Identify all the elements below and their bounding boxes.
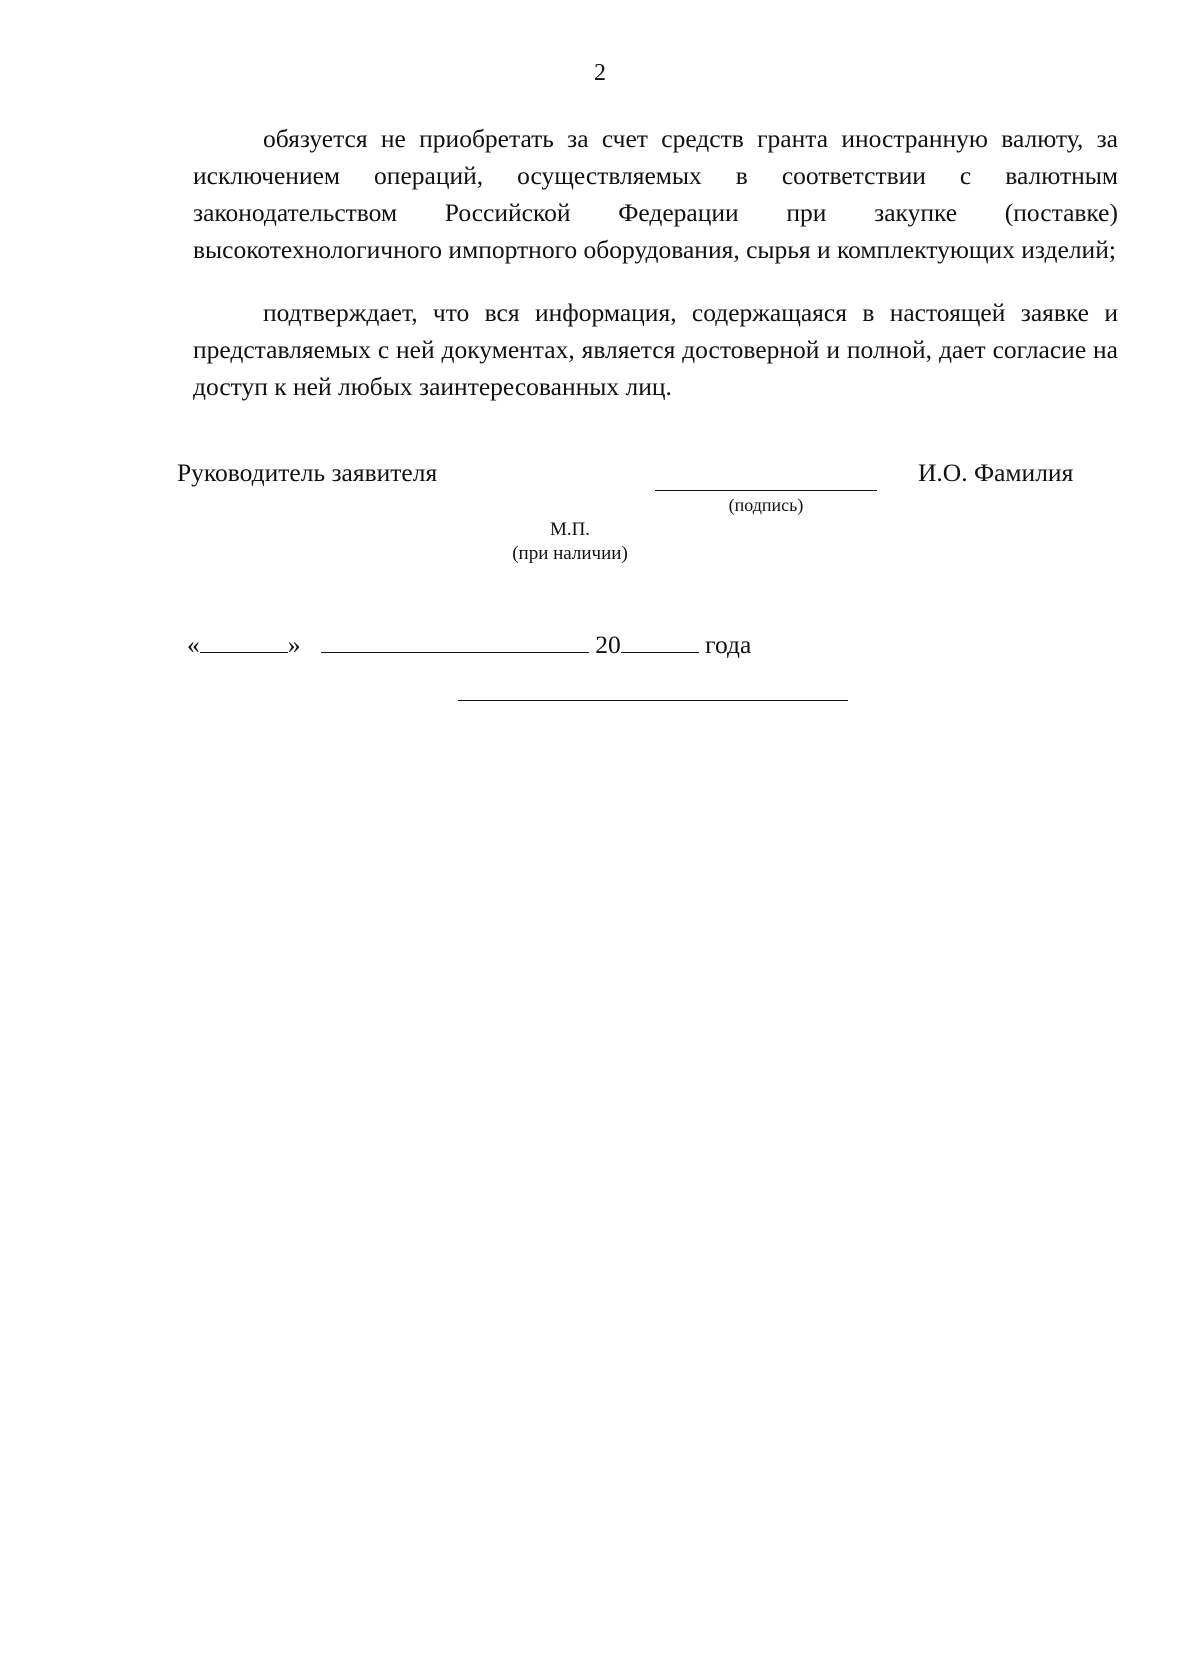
stamp-label: М.П.: [549, 519, 591, 540]
month-blank: [321, 630, 589, 653]
year-suffix: года: [705, 630, 752, 659]
stamp-note: (при наличии): [512, 543, 628, 564]
date-open-quote: «: [187, 630, 200, 659]
signature-line: [655, 490, 877, 491]
page-number: 2: [594, 60, 606, 86]
day-blank: [200, 630, 288, 653]
closing-rule: [458, 700, 848, 701]
year-prefix: 20: [595, 630, 621, 659]
date-close-quote: »: [287, 630, 301, 659]
year-blank: [621, 630, 699, 653]
date-row: [187, 630, 751, 660]
stamp-placeholder: [470, 518, 670, 566]
paragraph-currency-obligation: обязуется не приобретать за счет средств гранта иностранную валюту, за исключением операций, осуществляемых в соответствии с валютным законодательством Российской Федерации при закупке (поставке) высокотехнологичного импортного оборудования, сырья и комплектующих изделий;: [193, 124, 1118, 264]
paragraph-confirmation: подтверждает, что вся информация, содержащаяся в настоящей заявке и представляемых с ней документах, является достоверной и полной, дает согласие на доступ к ней любых заинтересованных лиц.: [193, 298, 1118, 401]
signatory-name: И.О. Фамилия: [918, 458, 1074, 487]
signature-label: Руководитель заявителя: [177, 458, 438, 487]
signature-caption: (подпись): [728, 495, 804, 515]
